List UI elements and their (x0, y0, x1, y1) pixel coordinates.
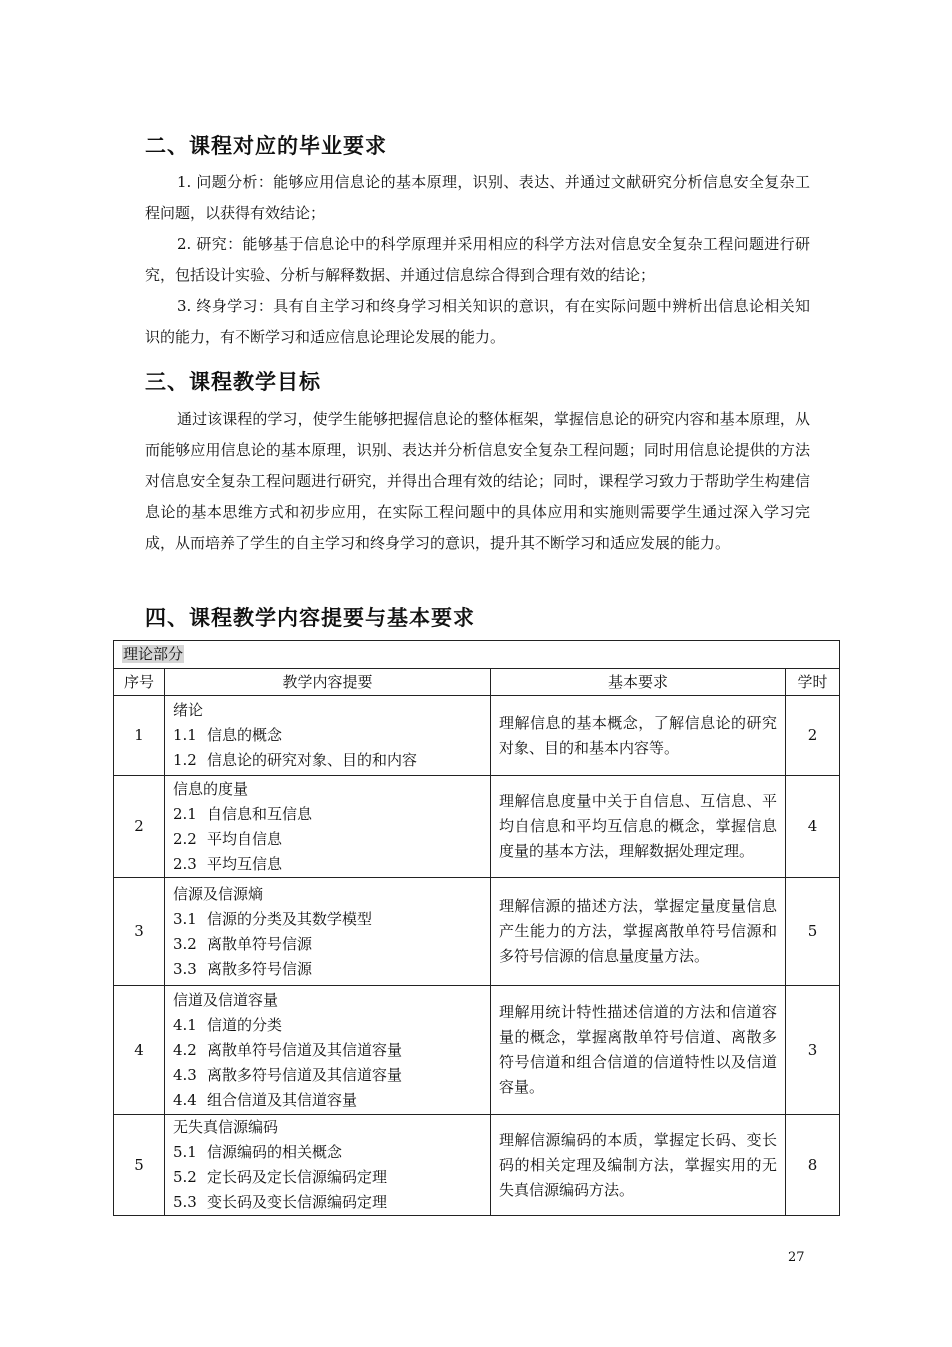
row-requirement: 理解信源编码的本质，掌握定长码、变长码的相关定理及编制方法，掌握实用的无失真信源编码方法。 (491, 1115, 786, 1216)
subsection: 1.1 信息的概念 (173, 726, 283, 744)
subsection: 2.2 平均自信息 (173, 829, 283, 848)
requirement-item-3: 3. 终身学习：具有自主学习和终身学习相关知识的意识，有在实际问题中辨析出信息论相关知识的能力，有不断学习和适应信息论理论发展的能力。 (145, 297, 810, 346)
theory-section-label-cell (114, 641, 840, 669)
row-no: 2 (114, 776, 165, 878)
subsection: 5.3 变长码及变长信源编码定理 (173, 1193, 388, 1211)
row-requirement: 理解信源的描述方法，掌握定量度量信息产生能力的方法，掌握离散单符号信源和多符号信源的信息量度量方法。 (491, 878, 786, 986)
row-requirement: 理解用统计特性描述信道的方法和信道容量的概念，掌握离散单符号信道、离散多符号信道和组合信道的信道特性以及信道容量。 (491, 986, 786, 1115)
section-heading-teaching-content: 四、课程教学内容提要与基本要求 (145, 606, 475, 630)
row-hours: 2 (786, 696, 840, 776)
row-content (165, 878, 491, 986)
row-content (165, 776, 491, 878)
subsection: 1.2 信息论的研究对象、目的和内容 (173, 751, 418, 769)
table-section-row (114, 641, 840, 669)
row-content (165, 696, 491, 776)
chapter-title: 信道及信道容量 (173, 990, 279, 1009)
table-row (114, 986, 840, 1115)
table-row (114, 878, 840, 986)
header-requirement: 基本要求 (491, 669, 786, 696)
table-row (114, 696, 840, 776)
chapter-title: 信息的度量 (173, 779, 249, 798)
table-row (114, 1115, 840, 1216)
header-no: 序号 (114, 669, 165, 696)
row-no: 4 (114, 986, 165, 1115)
subsection: 3.3 离散多符号信源 (173, 959, 313, 978)
row-requirement: 理解信息的基本概念，了解信息论的研究对象、目的和基本内容等。 (491, 696, 786, 776)
subsection: 5.2 定长码及定长信源编码定理 (173, 1168, 388, 1186)
table-header-row (114, 669, 840, 696)
page-number: 27 (788, 1250, 805, 1265)
chapter-title: 无失真信源编码 (173, 1118, 279, 1136)
requirement-item-1: 1. 问题分析：能够应用信息论的基本原理，识别、表达、并通过文献研究分析信息安全复杂工程问题，以获得有效结论； (145, 173, 810, 222)
row-hours: 3 (786, 986, 840, 1115)
subsection: 2.1 自信息和互信息 (173, 804, 313, 823)
row-no: 5 (114, 1115, 165, 1216)
header-hours: 学时 (786, 669, 840, 696)
header-content: 教学内容提要 (165, 669, 491, 696)
subsection: 4.2 离散单符号信道及其信道容量 (173, 1040, 403, 1059)
subsection: 5.1 信源编码的相关概念 (173, 1143, 343, 1161)
row-hours: 5 (786, 878, 840, 986)
row-no: 3 (114, 878, 165, 986)
chapter-title: 绪论 (173, 701, 204, 719)
section-heading-teaching-objectives: 三、课程教学目标 (145, 370, 321, 394)
section-heading-graduation-requirements: 二、课程对应的毕业要求 (145, 134, 387, 158)
subsection: 4.1 信道的分类 (173, 1015, 283, 1034)
course-content-table (113, 640, 840, 1216)
table-row (114, 776, 840, 878)
theory-section-label: 理论部分 (123, 645, 184, 663)
subsection: 3.1 信源的分类及其数学模型 (173, 909, 373, 928)
teaching-objectives-paragraph: 通过该课程的学习，使学生能够把握信息论的整体框架，掌握信息论的研究内容和基本原理，从而能够应用信息论的基本原理，识别、表达并分析信息安全复杂工程问题；同时用信息论提供的方法对信息安全复杂工程问题进行研究，并得出合理有效的结论；同时，课程学习致力于帮助学生构建信息论的基本思维方式和初步应用，在实际工程问题中的具体应用和实施则需要学生通过深入学习完成，从而培养了学生的自主学习和终身学习的意识，提升其不断学习和适应发展的能力。 (145, 410, 810, 552)
subsection: 4.4 组合信道及其信道容量 (173, 1090, 358, 1109)
row-requirement: 理解信息度量中关于自信息、互信息、平均自信息和平均互信息的概念，掌握信息度量的基本方法，理解数据处理定理。 (491, 776, 786, 878)
subsection: 4.3 离散多符号信道及其信道容量 (173, 1065, 403, 1084)
row-no: 1 (114, 696, 165, 776)
subsection: 2.3 平均互信息 (173, 854, 283, 873)
row-content (165, 1115, 491, 1216)
requirement-item-2: 2. 研究：能够基于信息论中的科学原理并采用相应的科学方法对信息安全复杂工程问题进行研究，包括设计实验、分析与解释数据、并通过信息综合得到合理有效的结论； (145, 235, 810, 284)
subsection: 3.2 离散单符号信源 (173, 934, 313, 953)
row-content (165, 986, 491, 1115)
chapter-title: 信源及信源熵 (173, 884, 264, 903)
row-hours: 4 (786, 776, 840, 878)
row-hours: 8 (786, 1115, 840, 1216)
